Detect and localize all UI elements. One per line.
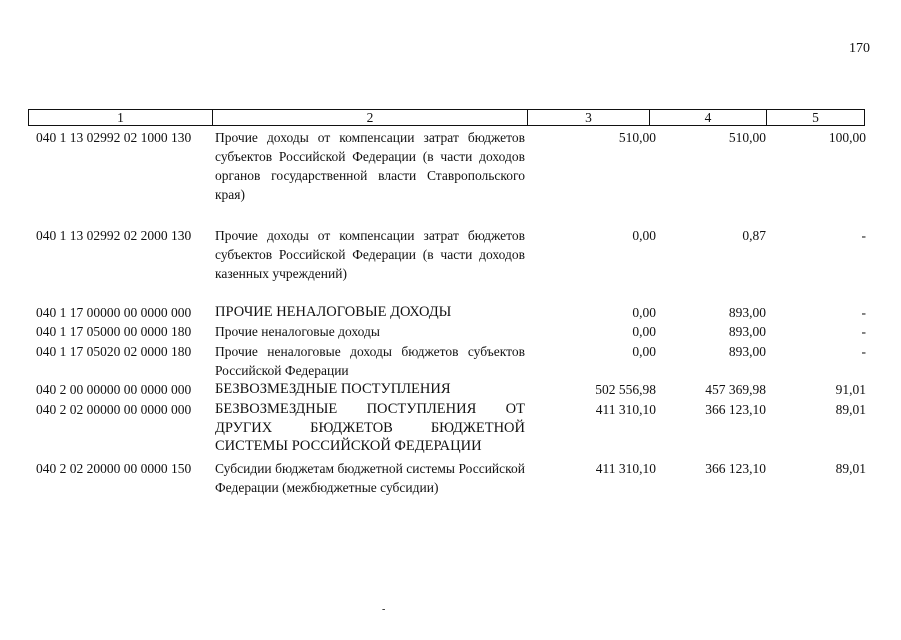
income-name: Субсидии бюджетам бюджетной системы Российской Федерации (межбюджетные субсидии) [215, 461, 525, 495]
execution-percent: 91,01 [835, 382, 866, 397]
header-cell-3: 3 [528, 110, 650, 125]
planned-amount: 0,00 [632, 344, 656, 359]
income-name: ПРОЧИЕ НЕНАЛОГОВЫЕ ДОХОДЫ [215, 304, 452, 320]
actual-amount: 366 123,10 [705, 402, 766, 417]
planned-amount: 0,00 [632, 228, 656, 243]
actual-amount: 366 123,10 [705, 461, 766, 476]
budget-code: 040 1 17 05020 02 0000 180 [36, 344, 192, 359]
budget-code: 040 1 17 05000 00 0000 180 [36, 324, 192, 339]
execution-percent: - [861, 228, 866, 243]
header-cell-2: 2 [213, 110, 528, 125]
actual-amount: 510,00 [728, 130, 766, 145]
income-name: Прочие неналоговые доходы бюджетов субъектов Российской Федерации [215, 344, 525, 378]
table-header-row [28, 109, 865, 126]
budget-code: 040 2 02 20000 00 0000 150 [36, 461, 192, 476]
page-number: 170 [849, 41, 870, 56]
header-cell-4: 4 [650, 110, 767, 125]
execution-percent: - [861, 344, 866, 359]
header-cell-5: 5 [812, 110, 819, 125]
execution-percent: 100,00 [828, 130, 866, 145]
header-cell-1: 1 [29, 110, 213, 125]
planned-amount: 411 310,10 [595, 461, 656, 476]
actual-amount: 893,00 [728, 324, 766, 339]
planned-amount: 0,00 [632, 324, 656, 339]
budget-code: 040 1 13 02992 02 2000 130 [36, 228, 192, 243]
execution-percent: - [861, 324, 866, 339]
income-name: Прочие доходы от компенсации затрат бюджетов субъектов Российской Федерации (в части доходов органов государственной власти Ставропольского края) [215, 130, 525, 202]
actual-amount: 893,00 [728, 305, 766, 320]
actual-amount: 0,87 [742, 228, 766, 243]
footer-mark: - [382, 604, 386, 615]
income-name: Прочие доходы от компенсации затрат бюджетов субъектов Российской Федерации (в части доходов казенных учреждений) [215, 228, 525, 281]
planned-amount: 0,00 [632, 305, 656, 320]
planned-amount: 502 556,98 [595, 382, 656, 397]
budget-code: 040 1 13 02992 02 1000 130 [36, 130, 192, 145]
actual-amount: 457 369,98 [705, 382, 766, 397]
planned-amount: 411 310,10 [595, 402, 656, 417]
income-name: Прочие неналоговые доходы [215, 324, 380, 339]
budget-code: 040 1 17 00000 00 0000 000 [36, 305, 192, 320]
income-name: БЕЗВОЗМЕЗДНЫЕ ПОСТУПЛЕНИЯ ОТ ДРУГИХ БЮДЖЕТОВ БЮДЖЕТНОЙ СИСТЕМЫ РОССИЙСКОЙ ФЕДЕРАЦИИ [215, 401, 525, 454]
execution-percent: - [861, 305, 866, 320]
budget-code: 040 2 02 00000 00 0000 000 [36, 402, 192, 417]
income-name: БЕЗВОЗМЕЗДНЫЕ ПОСТУПЛЕНИЯ [215, 381, 451, 397]
execution-percent: 89,01 [835, 402, 866, 417]
budget-code: 040 2 00 00000 00 0000 000 [36, 382, 192, 397]
execution-percent: 89,01 [835, 461, 866, 476]
actual-amount: 893,00 [728, 344, 766, 359]
planned-amount: 510,00 [618, 130, 656, 145]
